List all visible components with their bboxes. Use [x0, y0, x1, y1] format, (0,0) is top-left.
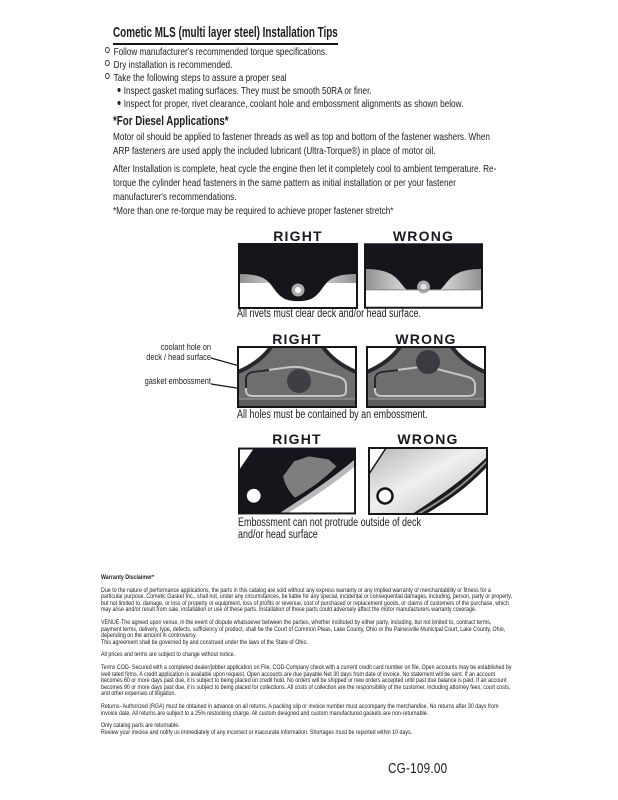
annotation-line: deck / head surface [146, 352, 211, 363]
warranty-paragraph: Returns- Authorized (RGA) must be obtained in advance on all returns. A packing slip or invoice number must accompany the merchandise. No returns after 30 days from invoice date. All returns are subject to a 25% restocking charge. All custom designed and custom manufactured gaskets are non-returnable. [101, 702, 499, 717]
figure-rivet-wrong-image [364, 243, 483, 309]
warranty-paragraph: Review your invoice and notify us immediately of any incorrect or inaccurate information. Shortages must be reported within 10 days. [101, 728, 413, 736]
gasket-embossment-annotation: gasket embossment [144, 376, 211, 387]
row1-right-label: RIGHT [273, 228, 323, 244]
warranty-paragraph: Only catalog parts are returnable. [101, 722, 180, 730]
warranty-disclaimer [101, 575, 513, 736]
tip-text: Follow manufacturer's recommended torque specifications. [113, 46, 328, 58]
row2-wrong-label: WRONG [395, 331, 457, 347]
tip-text: Inspect gasket mating surfaces. They must be smooth 50RA or finer. [123, 85, 372, 97]
row3-right-label: RIGHT [272, 431, 322, 447]
dot-bullet-icon [117, 88, 120, 92]
annotation-line: coolant hole on [160, 342, 211, 353]
diesel-paragraph-1: Motor oil should be applied to fastener threads as well as top and bottom of the fastener washers. When ARP fasteners are used apply the included lubricant (Ultra-Torque®) in place of motor oil. [113, 131, 490, 157]
tips-list [105, 46, 604, 111]
page-title [113, 24, 338, 45]
list-item [105, 59, 604, 72]
figure-embossment-right-image [238, 447, 356, 515]
row2-caption: All holes must be contained by an embossment. [237, 409, 428, 421]
tip-text: Take the following steps to assure a proper seal [113, 72, 287, 84]
dot-bullet-icon [117, 101, 120, 105]
row1-wrong-label: WRONG [392, 228, 455, 244]
list-item [105, 98, 604, 111]
tip-text: Dry installation is recommended. [113, 59, 233, 71]
row1-caption: All rivets must clear deck and/or head surface. [237, 308, 421, 320]
warranty-paragraph: VENUE-The agreed upon venue, in the event of dispute whatsoever between the parties, whether instituted by either party, including, but not limited to, contract terms, payment terms, delivery, type, defects, sufficiency of product, shall be the Court of Common Pleas, Lake County, Ohio or the Painesville Municipal Court, Lake County, Ohio, depending on the amount in controversy. [101, 618, 506, 640]
retorque-note: *More than one re-torque may be required to achieve proper fastener stretch* [113, 205, 394, 217]
warranty-paragraph: Terms COD- Secured with a completed dealer/jobber application on File, COD-Company check with a current credit card number on file. Open accounts may be established by well rated firms. A credit application is available upon request. Open accounts are due payable Net 30 days from date of invoice. No statement will be sent. If an account becomes 60 or more days past due, it is subject to being placed on credit hold. No orders will be shipped or new orders accepted until past due balance is paid. If an account becomes 90 or more days past due, it is subject to being placed for collections. All costs of collection are the responsibility of the customer, including attorney fees, court costs, and other expenses of litigation. [101, 663, 512, 698]
warranty-paragraph: This agreement shall be governed by and construed under the laws of the State of Ohio. [101, 638, 308, 646]
circle-bullet-icon [105, 73, 110, 79]
diesel-heading: *For Diesel Applications* [113, 114, 229, 128]
circle-bullet-icon [105, 60, 110, 66]
diesel-paragraph-2: After Installation is complete, heat cycle the engine then let it completely cool to ambient temperature. Re-torque the cylinder head fasteners in the same pattern as initial installation or per your fastener manufacturer's recommendations. [113, 163, 497, 203]
list-item [105, 72, 604, 85]
figure-coolant-wrong-image [365, 346, 487, 408]
warranty-paragraph: All prices and terms are subject to change without notice. [101, 651, 236, 659]
page-title-text: Cometic MLS (multi layer steel) Installation Tips [113, 24, 338, 45]
list-item [105, 46, 604, 59]
circle-bullet-icon [105, 47, 110, 53]
figure-rivet-right-image [238, 243, 358, 309]
warranty-heading: Warranty Disclaimer* [101, 574, 155, 581]
row3-caption: Embossment can not protrude outside of deck and/or head surface [238, 517, 421, 541]
warranty-paragraph: Due to the nature of performance applications, the parts in this catalog are sold without any express warranty or any implied warranty of merchantability or fitness for a particular purpose. Cometic Gasket Inc., shall not, under any circumstances, be liable for any special, incidental or consequential damages, including, person, party or property, but not limited to, damage, or loss of property or equipment, loss of profits or revenue, cost of purchased or replacement goods, or claims of customers of the purchase, which may arise and/or result from sale, installation or use of these parts. Installation of these parts could adversely affect the motor manufacturers warranty coverage. [101, 586, 512, 614]
figure-embossment-wrong-image [368, 447, 488, 515]
row3-wrong-label: WRONG [397, 431, 459, 447]
row2-right-label: RIGHT [272, 331, 322, 347]
tip-text: Inspect for proper, rivet clearance, coolant hole and embossment alignments as shown below. [123, 98, 464, 110]
figure-coolant-right-image [237, 346, 357, 408]
list-item [105, 85, 604, 98]
catalog-page-number: CG-109.00 [388, 760, 448, 777]
